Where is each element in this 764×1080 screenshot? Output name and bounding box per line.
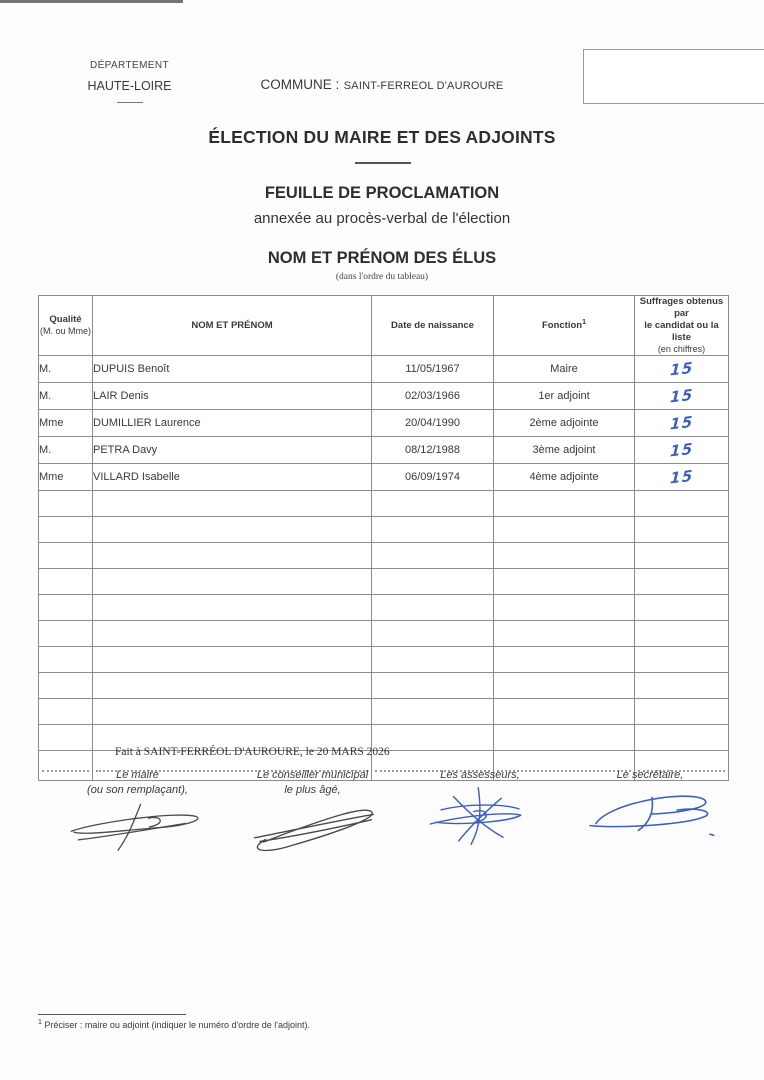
sheet-title: FEUILLE DE PROCLAMATION	[264, 184, 500, 202]
cell-fonction: 4ème adjointe	[494, 464, 635, 491]
empty-cell	[39, 621, 93, 647]
empty-table-row	[39, 543, 729, 569]
empty-cell	[494, 673, 635, 699]
empty-cell	[494, 543, 635, 569]
cell-suffrages	[635, 356, 729, 383]
header-suffrages	[635, 296, 729, 356]
results-table	[38, 295, 729, 781]
fait-a-line: Fait à SAINT-FERRÉOL D'AUROURE, le 20 MARS 2026	[115, 746, 390, 758]
department-name: HAUTE-LOIRE	[87, 79, 172, 93]
empty-cell	[372, 673, 494, 699]
empty-cell	[494, 569, 635, 595]
empty-cell	[39, 517, 93, 543]
empty-cell	[635, 673, 729, 699]
names-title-note: (dans l'ordre du tableau)	[335, 272, 429, 282]
table-row	[39, 464, 729, 491]
cell-fonction: 1er adjoint	[494, 383, 635, 410]
names-title: NOM ET PRÉNOM DES ÉLUS	[267, 249, 497, 267]
cell-nom: DUMILLIER Laurence	[93, 410, 372, 437]
signature-label: (ou son remplaçant),	[87, 783, 188, 796]
empty-cell	[635, 725, 729, 751]
empty-cell	[372, 699, 494, 725]
empty-cell	[93, 699, 372, 725]
cell-qualite: M.	[39, 437, 93, 464]
handwritten-suffrage-value: 15	[669, 385, 694, 407]
commune-label: COMMUNE :	[260, 77, 340, 92]
empty-cell	[39, 725, 93, 751]
cell-suffrages	[635, 383, 729, 410]
empty-cell	[494, 725, 635, 751]
empty-cell	[372, 491, 494, 517]
empty-cell	[372, 647, 494, 673]
empty-cell	[39, 647, 93, 673]
table-row	[39, 383, 729, 410]
empty-cell	[494, 491, 635, 517]
commune-name: SAINT-FERREOL D'AUROURE	[343, 80, 504, 92]
cell-fonction: Maire	[494, 356, 635, 383]
empty-table-row	[39, 647, 729, 673]
handwritten-suffrage-value: 15	[669, 439, 694, 461]
empty-cell	[494, 595, 635, 621]
results-table-body	[39, 356, 729, 781]
footnote-ref: 1	[38, 1019, 42, 1026]
empty-table-row	[39, 517, 729, 543]
table-header-row	[39, 296, 729, 356]
department-label: DÉPARTEMENT	[89, 60, 170, 71]
cell-suffrages	[635, 464, 729, 491]
handwritten-suffrage-value: 15	[669, 412, 694, 434]
header-date: Date de naissance	[372, 296, 494, 356]
header-suffrages-line1: Suffrages obtenus par	[639, 296, 724, 319]
empty-cell	[39, 543, 93, 569]
cell-date: 08/12/1988	[372, 437, 494, 464]
empty-cell	[39, 491, 93, 517]
empty-table-row	[39, 569, 729, 595]
table-row	[39, 356, 729, 383]
conseiller-signature-scribble	[233, 800, 393, 854]
empty-cell	[635, 491, 729, 517]
empty-cell	[93, 595, 372, 621]
empty-cell	[93, 621, 372, 647]
empty-cell	[372, 621, 494, 647]
empty-table-row	[39, 595, 729, 621]
maire-signature-scribble	[58, 800, 218, 852]
cell-nom: VILLARD Isabelle	[93, 464, 372, 491]
secretaire-signature-scribble	[581, 785, 719, 843]
empty-table-row	[39, 673, 729, 699]
cell-nom: DUPUIS Benoît	[93, 356, 372, 383]
empty-cell	[93, 517, 372, 543]
empty-cell	[39, 595, 93, 621]
header-qualite	[39, 296, 93, 356]
table-row	[39, 410, 729, 437]
signature-block-maire	[55, 768, 220, 852]
empty-stamp-box	[583, 49, 764, 104]
signature-block-assesseurs	[405, 768, 555, 847]
header-fonction-label: Fonction	[541, 320, 583, 332]
cell-qualite: Mme	[39, 464, 93, 491]
empty-table-row	[39, 699, 729, 725]
signature-label: Le secrétaire,	[616, 769, 684, 781]
page-title: ÉLECTION DU MAIRE ET DES ADJOINTS	[208, 127, 556, 147]
cell-date: 11/05/1967	[372, 356, 494, 383]
cell-nom: LAIR Denis	[93, 383, 372, 410]
empty-cell	[635, 621, 729, 647]
sheet-subtitle: annexée au procès-verbal de l'élection	[253, 210, 511, 227]
empty-cell	[39, 569, 93, 595]
empty-cell	[93, 543, 372, 569]
signature-block-conseiller	[230, 768, 395, 854]
assesseurs-signature-scribble	[421, 785, 539, 847]
empty-cell	[494, 621, 635, 647]
table-row	[39, 437, 729, 464]
empty-cell	[372, 517, 494, 543]
empty-cell	[494, 517, 635, 543]
header-fonction	[494, 296, 635, 356]
signature-block-secretaire	[575, 768, 725, 843]
cell-qualite: M.	[39, 383, 93, 410]
empty-cell	[93, 569, 372, 595]
header-qualite-line1: Qualité	[49, 313, 82, 325]
scan-artifact-bar	[0, 0, 183, 3]
cell-date: 06/09/1974	[372, 464, 494, 491]
header-suffrages-line2: le candidat ou la liste	[644, 319, 719, 343]
handwritten-suffrage-value: 15	[669, 466, 694, 488]
footnote-text: Préciser : maire ou adjoint (indiquer le numéro d'ordre de l'adjoint).	[41, 1020, 310, 1030]
cell-fonction: 3ème adjoint	[494, 437, 635, 464]
cell-suffrages	[635, 410, 729, 437]
empty-cell	[39, 673, 93, 699]
footnote	[38, 1019, 538, 1030]
empty-cell	[494, 647, 635, 673]
header-nom: NOM ET PRÉNOM	[93, 296, 372, 356]
header-fonction-footnote-ref: 1	[582, 319, 586, 327]
empty-cell	[635, 595, 729, 621]
empty-cell	[93, 673, 372, 699]
cell-qualite: M.	[39, 356, 93, 383]
cell-fonction: 2ème adjointe	[494, 410, 635, 437]
empty-cell	[635, 543, 729, 569]
empty-cell	[635, 699, 729, 725]
footnote-divider	[38, 1014, 186, 1015]
header-suffrages-line3: (en chiffres)	[657, 343, 706, 354]
cell-date: 02/03/1966	[372, 383, 494, 410]
empty-cell	[635, 517, 729, 543]
cell-nom: PETRA Davy	[93, 437, 372, 464]
empty-cell	[372, 595, 494, 621]
department-divider	[117, 102, 143, 103]
cell-suffrages	[635, 437, 729, 464]
empty-table-row	[39, 491, 729, 517]
header-qualite-line2: (M. ou Mme)	[39, 325, 91, 336]
cell-qualite: Mme	[39, 410, 93, 437]
empty-table-row	[39, 621, 729, 647]
empty-cell	[635, 569, 729, 595]
empty-cell	[93, 491, 372, 517]
empty-cell	[635, 647, 729, 673]
signature-label: Le conseiller municipal	[256, 769, 369, 781]
empty-cell	[372, 569, 494, 595]
signature-label: Les assesseurs,	[440, 769, 520, 781]
cell-date: 20/04/1990	[372, 410, 494, 437]
empty-cell	[372, 543, 494, 569]
signature-label: le plus âgé,	[284, 783, 341, 796]
empty-cell	[93, 647, 372, 673]
empty-cell	[494, 699, 635, 725]
title-divider	[355, 162, 411, 164]
signature-label: Le maire	[116, 769, 159, 781]
empty-cell	[39, 699, 93, 725]
handwritten-suffrage-value: 15	[669, 358, 694, 380]
